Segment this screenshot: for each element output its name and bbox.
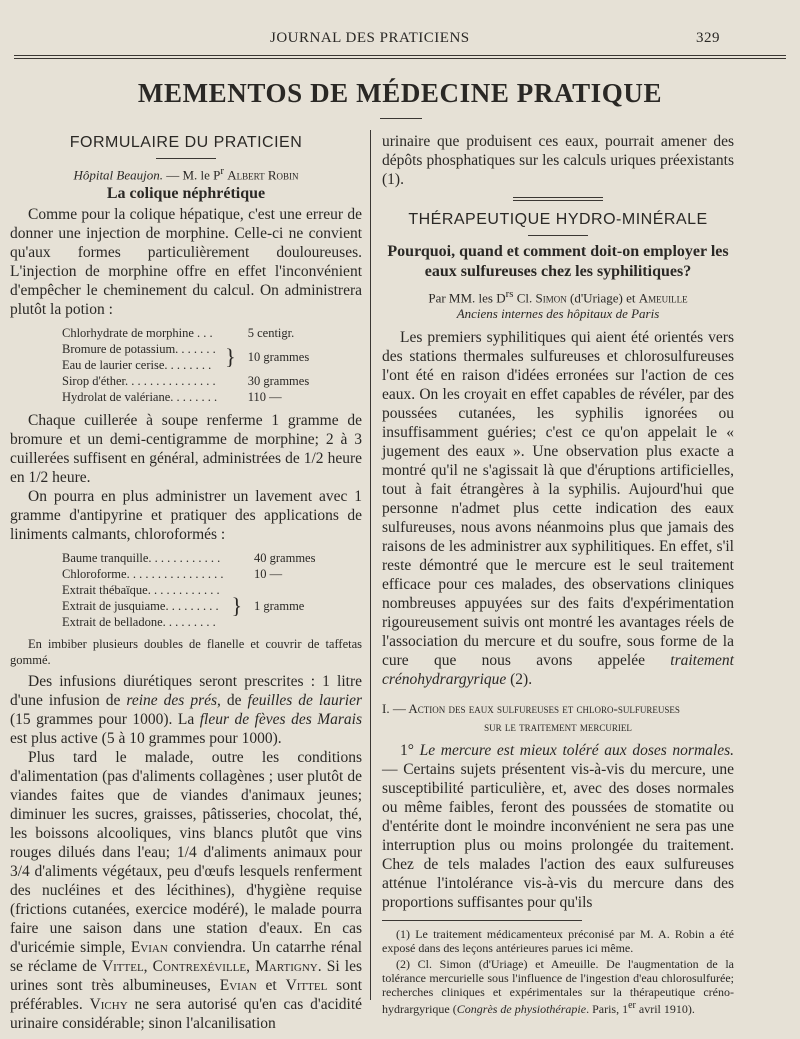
dose: 10 — [254,567,283,582]
main-title: MEMENTOS DE MÉDECINE PRATIQUE [137,78,663,108]
ingredient: Baume tranquille. . . . . . . . . . . . [62,551,221,566]
header-rule [14,55,786,56]
footnote-1: (1) Le traitement médicamenteux préconisé par M. A. Robin a été exposé dans des leçons antérieures parues ici même. [382,927,734,956]
right-column [382,132,734,1018]
section-title-formulaire: FORMULAIRE DU PRATICIEN [69,134,303,151]
subsection-heading [382,701,734,735]
formula-potion [62,325,313,405]
dose: 110 — [247,390,282,405]
formula-liniment [62,550,319,630]
application-note: En imbiber plusieurs doubles de flanelle et couvrir de taffetas gommé. [10,637,362,668]
brace: } [225,344,236,370]
dose: 1 gramme [254,599,305,614]
dose: 40 grammes [254,551,316,566]
formula-row [62,373,313,389]
header-rule-secondary [14,58,786,59]
subsection-heading-line1: I. — Action des eaux sulfureuses et chloro-sulfureuses [382,701,680,717]
double-rule [513,197,603,198]
subsection-heading-line2: sur le traitement mercuriel [484,719,632,735]
column-divider [370,130,371,1000]
paragraph: On pourra en plus administrer un lavement avec 1 gramme d'antipyrine et pratiquer des applications de liniments calmants, chloroformés : [10,488,362,544]
byline-place: Hôpital Beaujon. [73,167,163,183]
dose: 10 grammes [247,350,310,365]
footnote-rule [382,920,582,921]
byline-dash: — M. le P [162,167,221,183]
paragraph: Chaque cuillerée à soupe renferme 1 gramme de bromure et un demi-centigramme de morphine; 2 à 3 cuillerées suffisent en général, administrées de 1/2 heure en 1/2 heure. [10,412,362,487]
section-rule [528,235,588,236]
title-underline [380,118,422,119]
formula-row [62,550,319,566]
ingredient: Chlorhydrate de morphine . . . [62,326,213,341]
ingredient: Hydrolat de valériane. . . . . . . . [62,390,218,405]
formula-row [62,325,313,341]
paragraph: 1° Le mercure est mieux toléré aux doses normales. — Certains sujets présentent vis-à-vis du mercure, une susceptibilité particulière, et, avec des doses normales ou même faibles, feront des poussées de stomatite ou d'entérite dont le moindre inconvénient ne sera pas une interruption plus ou moins prolongée du traitement. Chez de tels malades l'action des eaux sulfureuses atténue l'intolérance vis-à-vis du mercure dans des proportions suffisantes pour qu'ils [382,742,734,912]
running-header [0,30,800,50]
ingredient: Extrait thébaïque. . . . . . . . . . . . [62,583,220,598]
section-title-therapeutique: THÉRAPEUTIQUE HYDRO-MINÉRALE [408,211,708,228]
article-subtitle: La colique néphrétique [106,185,266,203]
article-authors: Par MM. les $D^{rs}$ Cl. Simon (d'Uriage) et Ameuille [428,288,688,306]
formula-row [62,341,313,357]
page-number: 329 [696,30,720,46]
byline [10,165,362,183]
ingredient: Extrait de belladone. . . . . . . . . [62,615,216,630]
dose: 30 grammes [247,374,310,389]
ingredient: Sirop d'éther. . . . . . . . . . . . . . . [62,374,216,389]
formula-row [62,582,319,598]
brace: } [231,593,243,619]
paragraph-continued: urinaire que produisent ces eaux, pourrait amener des dépôts phosphatiques sur les calculs uriques préexistants (1). [382,133,734,188]
paragraph: Des infusions diurétiques seront prescrites : 1 litre d'une infusion de reine des prés, de feuilles de laurier (15 grammes pour 1000). La fleur de fèves des Marais est plus active (5 à 10 grammes pour 1000). [10,673,362,748]
journal-title: JOURNAL DES PRATICIENS [270,30,470,46]
byline-sup: r [220,165,225,177]
footnote-2: (2) Cl. Simon (d'Uriage) et Ameuille. De l'augmentation de la tolérance mercurielle sous l'influence de l'ingestion d'eau chlorosulfurée; recherches cliniques et expérimentales sur la thérapeutique créno-hydrargyrique (Congrès de physiothérapie. Paris, 1er avril 1910). [382,957,734,1017]
dose: 5 centigr. [247,326,295,341]
paragraph: Les premiers syphilitiques qui aient été orientés vers des stations thermales sulfureuses et chlorosulfureuses l'ont été en raison d'idées erronées sur l'action de ces eaux. On les croyait en effet capables de révéler, par des poussées cutanées, les syphilis ignorées ou insuffisamment guéries; c'est ce qu'on appelait le « jugement des eaux ». Une observation plus exacte a montré qu'il ne s'agissait là que d'éruptions artificielles, tout à fait étrangères à la syphilis. Aujourd'hui que personne n'admet plus cette indication des eaux sulfureuses, nous avons néanmoins plus que jamais des raisons de les administrer aux syphilitiques. En effet, s'il reste démontré que le mercure est le seul traitement efficace pour ces malades, des observations cliniques nombreuses appuyées sur des faits d'expérimentation rigoureusement suivis ont montré les avantages réels de l'association du mercure et du soufre, sous forme de la cure que nous avons appelée traitement crénohydrargyrique (2). [382,329,734,689]
byline-author: Albert Robin [227,167,299,183]
article-title: Pourquoi, quand et comment doit-on employer les eaux sulfureuses chez les syphilitiques? [387,243,729,280]
formula-row [62,566,319,582]
ingredient: Chloroforme. . . . . . . . . . . . . . . . [62,567,224,582]
ingredient: Extrait de jusquiame. . . . . . . . . [62,599,219,614]
section-rule [156,158,216,159]
ingredient: Eau de laurier cerise. . . . . . . . [62,358,212,373]
left-column [10,132,362,1033]
ingredient: Bromure de potassium. . . . . . . [62,342,216,357]
formula-row [62,389,313,405]
author-affiliation: Anciens internes des hôpitaux de Paris [456,306,660,322]
paragraph: Plus tard le malade, outre les conditions d'alimentation (pas d'aliments collagènes ; user plutôt de viandes faites que de viandes d'animaux jeunes; diminuer les sucres, graisses, pâtisseries, chocolat, thé, les boissons alcooliques, vins blancs plutôt que vins rouges dilués dans l'eau; 1/4 d'aliments animaux pour 3/4 d'aliments végétaux, peu d'œufs lesquels renferment des nucléines et des lécithines), d'hygiène requise (frictions cutanées, exercice modéré), le malade pourra faire une saison dans une station d'eaux. En cas d'uricémie simple, Evian conviendra. Un catarrhe rénal se réclame de Vittel, Contrexéville, Martigny. Si les urines sont très albumineuses, Evian et Vittel sont préférables. Vichy ne sera autorisé qu'en cas d'acidité urinaire considérable; sinon l'alcanilisation [10,749,363,1033]
paragraph: Comme pour la colique hépatique, c'est une erreur de donner une injection de morphine. Celle-ci ne convient qu'aux formes particulièrement douloureuses. L'injection de morphine offre en effet l'inconvénient d'empêcher le cheminement du calcul. On administrera plutôt la potion : [10,206,362,319]
double-rule-secondary [513,200,603,201]
